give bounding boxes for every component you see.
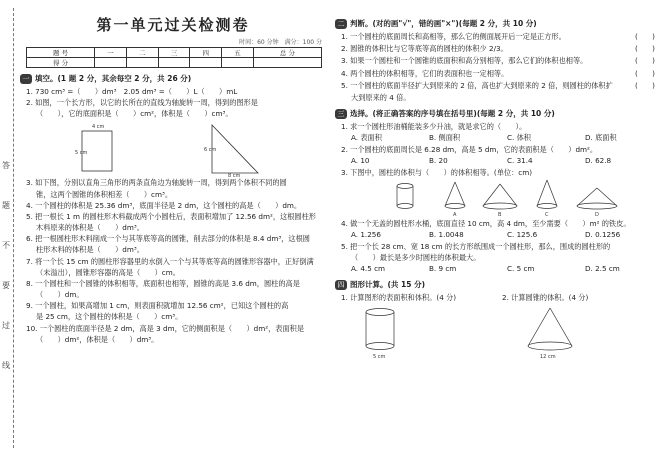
score-cell: 得 分 [27,58,95,68]
score-table-header-row [27,48,322,58]
judge-item [341,80,663,92]
question: 1. 求一个圆柱形油桶能装多少升油，就是求它的（ ）。 [341,122,527,132]
question: 9. 一个圆柱，如果高增加 1 cm，则表面积就增加 12.56 cm²，已知这个圆柱的高 [26,301,289,311]
cone-width-label: 12 cm [540,353,556,360]
page-title: 第一单元过关检测卷 [96,16,250,34]
left-column [20,6,326,446]
score-cell: 四 [190,48,222,58]
option: A. 10 [351,156,370,166]
judge-text: 3. 如果一个圆柱和一个圆锥的底面积和高分别相等，那么它们的体积也相等。 [341,56,588,66]
option: B. 20 [429,156,448,166]
option: D. 0.1256 [585,229,621,239]
options-row [351,132,663,144]
solids-figure [335,178,655,218]
score-table [26,47,322,68]
figure-questions-row [341,292,663,304]
question-cont: （ ）最长是多少时圆柱的体积最大。 [351,252,481,262]
options-row [351,263,663,275]
rectangle-triangle-figure [20,119,320,177]
score-cell: 一 [95,48,127,58]
margin-char: 不 [2,241,10,250]
margin-char: 线 [2,361,10,370]
calc-figures-row [335,304,663,360]
question: 6. 把一根圆柱形木料削成一个与其等底等高的圆锥，削去部分的体积是 8.4 dm³，这根圆 [26,234,310,244]
solid-label: C [545,211,549,218]
judge-text-cont: 大到原来的 4 倍。 [351,93,411,103]
section-number-badge: 二 [335,19,347,29]
margin-char: 题 [2,201,10,210]
cylinder-width-label: 5 cm [373,353,386,360]
score-cell: 总 分 [253,48,321,58]
section-number-badge: 三 [335,109,347,119]
solids-figure-row [335,178,663,218]
section-number-badge: 四 [335,280,347,290]
question: 4. 一个圆柱的体积是 25.36 dm³，底面半径是 2 dm，这个圆柱的高是（ ）dm。 [26,200,302,210]
score-input-cell[interactable] [190,58,222,68]
question: 8. 一个圆柱和一个圆锥的体积相等，底面积也相等，圆锥的高是 3.6 dm，圆柱的高是 [26,278,300,288]
question: 柱形木料的体积是（ ）dm³。 [36,245,144,255]
judge-text: 4. 两个圆柱的体积相等，它们的表面积也一定相等。 [341,68,509,78]
question: 4. 做一个无盖的圆柱形水桶，底面直径 10 cm，高 4 dm，至少需要（ ）m² 的铁皮。 [341,218,631,228]
answer-paren[interactable]: ( ) [635,32,655,41]
option: A. 4.5 cm [351,263,386,273]
judge-text: 5. 一个圆柱的底面半径扩大到原来的 2 倍，高也扩大到原来的 2 倍，则圆柱的体积扩 [341,80,613,90]
figures-row [20,119,326,177]
triangle-shape [212,125,258,173]
option: C. 31.4 [507,156,533,166]
option: C. 125.6 [507,229,538,239]
question: 木料原来的体积是（ ）dm³。 [36,223,144,233]
score-input-cell[interactable] [253,58,321,68]
section-number-badge: 一 [20,74,32,84]
option: D. 2.5 cm [585,263,620,273]
question: 2. 如图，一个长方形，以它的长所在的直线为轴旋转一周，得到的图形是 [26,98,258,108]
options-row [351,155,663,167]
option: B. 9 cm [429,263,457,273]
option: A. 1.256 [351,229,381,239]
section-title: 判断。(对的画"√"，错的画"×")(每题 2 分，共 10 分) [350,19,537,28]
judge-text: 1. 一个圆柱的底面周长和高相等，那么它的侧面展开后一定是正方形。 [341,32,566,41]
option: C. 5 cm [507,263,535,273]
answer-paren[interactable]: ( ) [635,44,655,54]
option: D. 底面积 [585,133,617,143]
question: （ ）dm。 [36,290,84,300]
answer-paren[interactable]: ( ) [635,56,655,66]
question: 3. 如下图，分别以直角三角形的两条直角边为轴旋转一周，得到两个体积不同的圆 [26,178,287,188]
section-title: 填空。(1 题 2 分，其余每空 2 分，共 26 分) [35,74,192,83]
score-cell: 三 [158,48,190,58]
binding-margin [2,0,14,450]
rect-height-label: 5 cm [75,150,88,157]
score-cell: 二 [126,48,158,58]
score-cell: 五 [222,48,254,58]
tri-height-label: 6 cm [204,147,217,154]
answer-paren[interactable]: ( ) [635,80,655,90]
right-column [335,6,663,446]
margin-char: 答 [2,161,10,170]
question: 7. 将一个长 15 cm 的圆柱形容器里的水倒入一个与其等底等高的圆锥形容器中，正好倒满 [26,256,314,266]
figure-question: 2. 计算圆锥的体积。(4 分) [502,293,589,303]
solid-label: A [453,211,457,218]
exam-time-score: 时间：60 分钟 满分：100 分 [239,39,322,46]
score-input-cell[interactable] [126,58,158,68]
options-row [351,229,663,241]
score-input-cell[interactable] [222,58,254,68]
judge-text: 2. 圆锥的体积比与它等底等高的圆柱的体积少 2/3。 [341,44,508,54]
section-title: 选择。(将正确答案的序号填在括号里)(每题 2 分，共 10 分) [350,109,555,119]
question: 10. 一个圆柱的底面半径是 2 dm，高是 3 dm，它的侧面积是（ ）dm²，表面积是 [26,323,305,333]
margin-char: 要 [2,281,10,290]
section-3-header [335,108,663,119]
question: 是 25 cm，这个圆柱的体积是（ ）cm³。 [36,312,183,322]
margin-char: 过 [2,321,10,330]
question: 1. 730 cm³ =（ ）dm³ 2.05 dm³ =（ ）L（ ）mL [26,87,238,96]
judge-item [341,68,663,80]
section-1-header [20,73,326,84]
question: 5. 把一个长 28 cm、宽 18 cm 的长方形纸围成一个圆柱形，那么，围成的圆柱形的 [341,241,611,251]
figure-question: 1. 计算图形的表面积和体积。(4 分) [341,293,457,303]
option: B. 1.0048 [429,229,464,239]
question: （ ），它的底面积是（ ）cm²，体积是（ ）cm³。 [36,109,233,119]
option: C. 体积 [507,133,531,143]
solid-label: B [498,211,502,218]
option: D. 62.8 [585,156,612,166]
question: （未溢出），圆锥形容器的高是（ ）cm。 [36,267,180,277]
calc-figures [335,304,655,360]
judge-item [341,31,663,43]
judge-item [341,43,663,55]
answer-paren[interactable]: ( ) [635,68,655,78]
tri-base-label: 8 cm [228,173,241,178]
section-4-header [335,279,663,290]
question: 2. 一个圆柱的底面周长是 6.28 dm，高是 5 dm，它的表面积是（ ）dm²。 [341,145,598,154]
score-input-cell[interactable] [158,58,190,68]
section-2-header [335,18,663,29]
question: （ ）dm²，体积是（ ）dm³。 [36,334,159,344]
section-title: 图形计算。(共 15 分) [350,280,426,290]
question: 锥，这两个圆锥的体积相差（ ）cm³。 [36,189,173,199]
score-table-score-row [27,58,322,68]
solid-label: D [595,211,599,218]
score-input-cell[interactable] [95,58,127,68]
judge-item [341,55,663,67]
score-cell: 题 号 [27,48,95,58]
option: B. 侧面积 [429,133,461,143]
option: A. 表面积 [351,133,382,143]
question: 5. 把一根长 1 m 的圆柱形木料截成两个小圆柱后，表面积增加了 12.56 dm²，这根圆柱形 [26,211,316,221]
question: 3. 下图中，圆柱的体积与（ ）的体积相等。(单位：cm) [341,167,533,177]
rect-width-label: 4 cm [92,124,105,131]
